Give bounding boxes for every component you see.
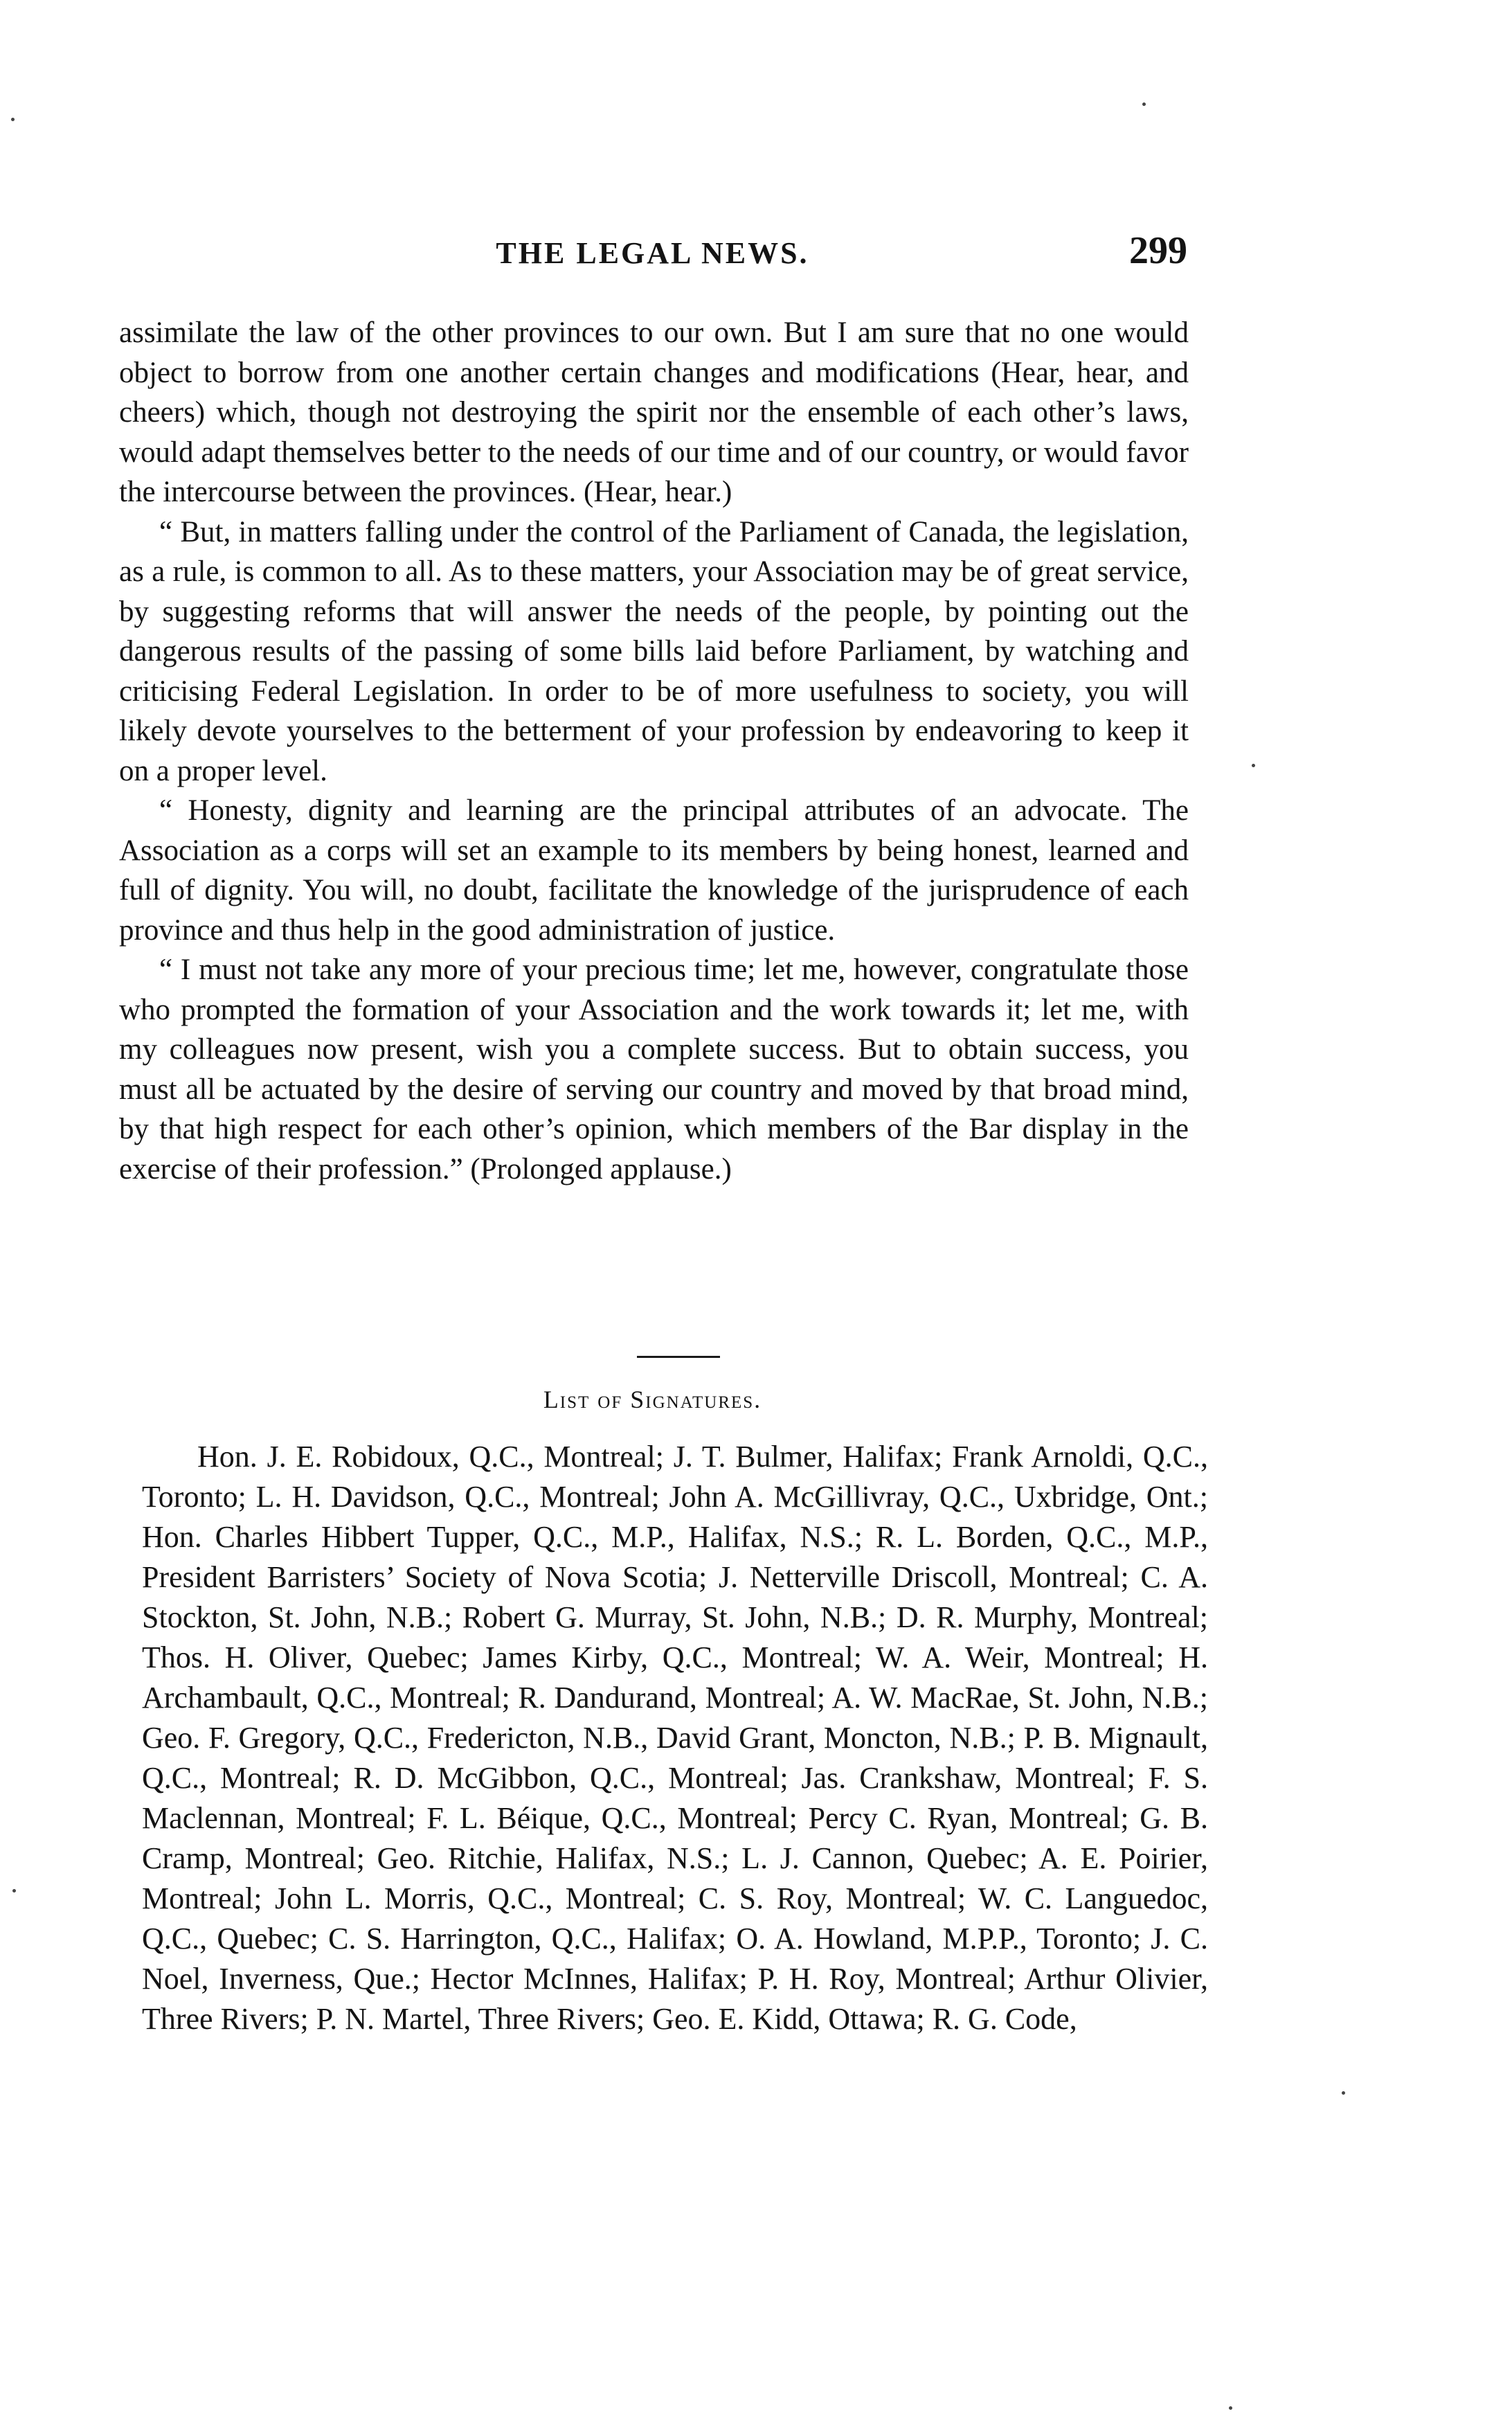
paragraph: “ Honesty, dignity and learning are the principal attributes of an advocate. The Association as a corps will set an example to its members by being honest, learned and full of dignity. You will, no doubt, facilitate the knowledge of the jurisprudence of each province and thus help in the good administration of justice.: [119, 794, 1189, 947]
paragraph: “ I must not take any more of your precious time; let me, however, congratulate those who prompted the formation of your Association and the work towards it; let me, with my colleagues now present, wish you a complete success. But to obtain success, you must all be actuated by the desire of serving our country and moved by that broad mind, by that high respect for each other’s opinion, which members of the Bar display in the exercise of their profession.” (Prolonged applause.): [119, 954, 1189, 1185]
paragraph: assimilate the law of the other provinces to our own. But I am sure that no one would object to borrow from one another certain changes and modifications (Hear, hear, and cheers) which, though not destroying the spirit nor the ensemble of each other’s laws, would adapt themselves better to the needs of our time and of our country, or would favor the intercourse between the provinces. (Hear, hear.): [119, 316, 1189, 508]
running-title: THE LEGAL NEWS.: [496, 236, 809, 270]
scan-speck: [12, 1889, 16, 1892]
signatures-list: Hon. J. E. Robidoux, Q.C., Montreal; J. T. Bulmer, Halifax; Frank Arnoldi, Q.C., Toronto; L. H. Davidson, Q.C., Montreal; John A. McGillivray, Q.C., Uxbridge, Ont.; Hon. Charles Hibbert Tupper, Q.C., M.P., Halifax, N.S.; R. L. Borden, Q.C., M.P., President Barristers’ Society of Nova Scotia; J. Netterville Driscoll, Montreal; C. A. Stockton, St. John, N.B.; Robert G. Murray, St. John, N.B.; D. R. Murphy, Montreal; Thos. H. Oliver, Quebec; James Kirby, Q.C., Montreal; W. A. Weir, Montreal; H. Archambault, Q.C., Montreal; R. Dandurand, Montreal; A. W. MacRae, St. John, N.B.; Geo. F. Gregory, Q.C., Fredericton, N.B., David Grant, Moncton, N.B.; P. B. Mignault, Q.C., Montreal; R. D. McGibbon, Q.C., Montreal; Jas. Crankshaw, Montreal; F. S. Maclennan, Montreal; F. L. Béique, Q.C., Montreal; Percy C. Ryan, Montreal; G. B. Cramp, Montreal; Geo. Ritchie, Halifax, N.S.; L. J. Cannon, Quebec; A. E. Poirier, Montreal; John L. Morris, Q.C., Montreal; C. S. Roy, Montreal; W. C. Languedoc, Q.C., Quebec; C. S. Harrington, Q.C., Halifax; O. A. Howland, M.P.P., Toronto; J. C. Noel, Inverness, Que.; Hector McInnes, Halifax; P. H. Roy, Montreal; Arthur Olivier, Three Rivers; P. N. Martel, Three Rivers; Geo. E. Kidd, Ottawa; R. G. Code,: [142, 1440, 1208, 2036]
paragraph: “ But, in matters falling under the control of the Parliament of Canada, the legislation, as a rule, is common to all. As to these matters, your Association may be of great service, by suggesting reforms that will answer the needs of the people, by pointing out the dangerous results of the passing of some bills laid before Parliament, by watching and criticising Federal Legislation. In order to be of more usefulness to society, you will likely devote yourselves to the betterment of your profession by endeavoring to keep it on a proper level.: [119, 515, 1189, 787]
scan-speck: [1252, 764, 1255, 767]
page-number: 299: [1129, 229, 1187, 272]
section-divider: [637, 1356, 720, 1358]
scan-speck: [11, 118, 15, 121]
scan-speck: [1142, 102, 1146, 106]
scan-speck: [1342, 2091, 1345, 2095]
page-header: [118, 229, 1187, 284]
body-text: [119, 313, 1189, 1189]
section-heading: List of Signatures.: [543, 1386, 762, 1413]
scan-speck: [1229, 2406, 1232, 2410]
